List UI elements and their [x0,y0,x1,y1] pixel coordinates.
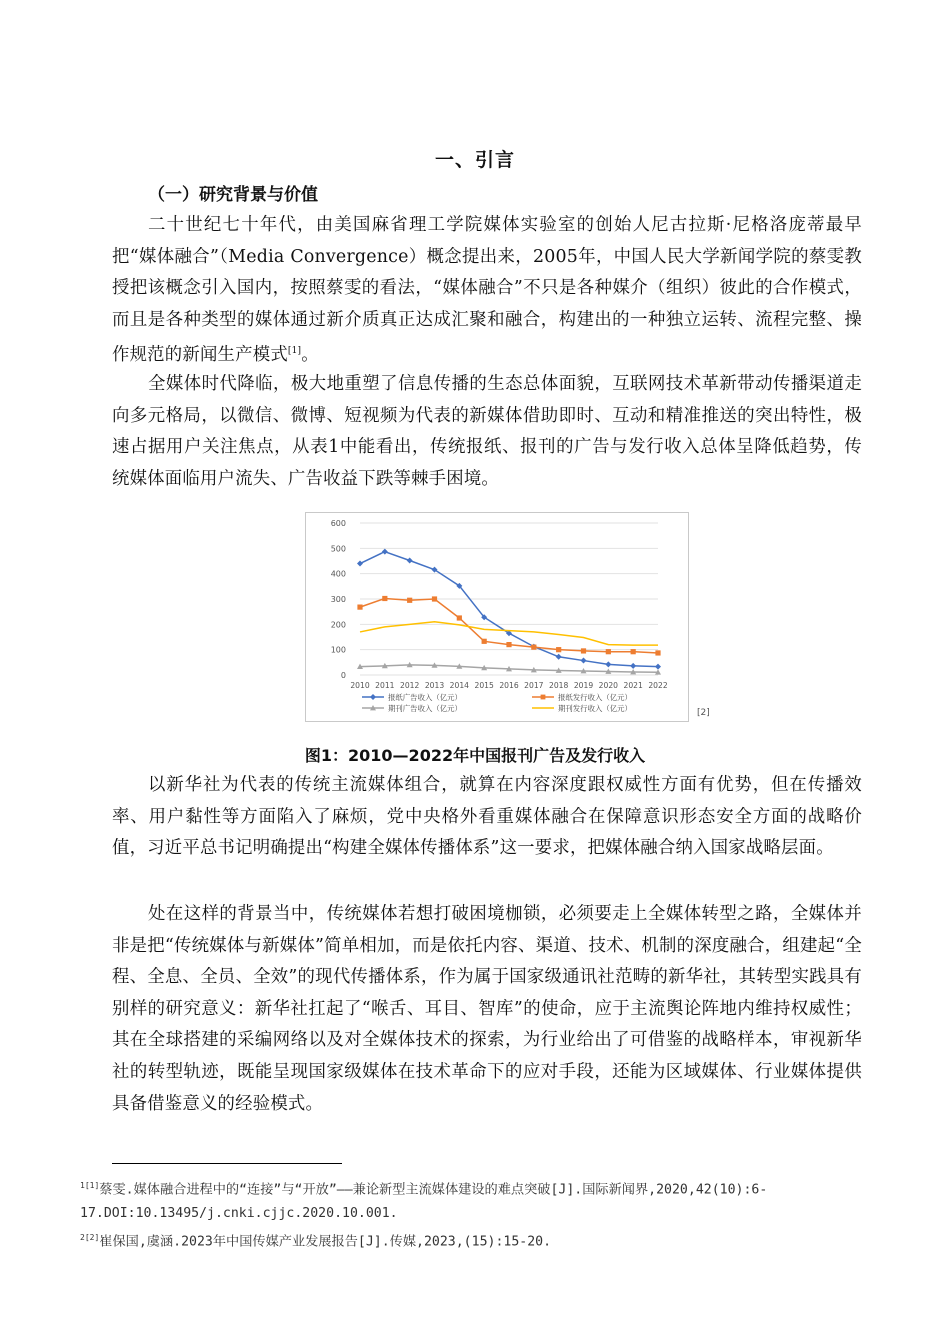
y-tick-label-0: 0 [340,671,346,680]
legend-label-1: 报纸发行收入（亿元） [558,693,632,702]
paragraph-1-end: 。 [301,345,319,366]
x-tick-label-7: 2017 [524,681,544,690]
series-1-point-1 [382,596,387,601]
y-tick-label-6: 600 [330,519,346,528]
footnote-separator [112,1163,342,1164]
section-heading: 一、引言 [434,149,515,171]
legend-label-0: 报纸广告收入（亿元） [388,693,462,702]
series-1-point-12 [655,650,660,655]
series-1-point-3 [432,596,437,601]
series-0-point-2 [407,557,413,563]
series-1-point-4 [457,615,462,620]
x-tick-label-10: 2020 [598,681,618,690]
x-tick-label-2: 2012 [400,681,420,690]
x-tick-label-6: 2016 [499,681,519,690]
figure-citation[interactable]: [2] [697,708,710,718]
x-tick-label-8: 2018 [549,681,569,690]
series-1-point-11 [631,649,636,654]
paragraph-2: 全媒体时代降临，极大地重塑了信息传播的生态总体面貌，互联网技术革新带动传播渠道走向多元格局，以微信、微博、短视频为代表的新媒体借助即时、互动和精准推送的突出特性，极速占据用户关注焦点，从表1中能看出，传统报纸、报刊的广告与发行收入总体呈降低趋势，传统媒体面临用户流失、广告收益下跌等棘手困境。 [112,374,862,489]
figure-caption: 图1：2010—2022年中国报刊广告及发行收入 [304,746,646,765]
x-tick-label-5: 2015 [474,681,494,690]
footnote-1 [80,1174,840,1226]
x-tick-label-12: 2022 [648,681,668,690]
series-0-point-12 [655,664,661,670]
y-tick-label-5: 500 [330,544,346,554]
series-1-point-9 [581,648,586,653]
x-tick-label-9: 2019 [573,681,594,690]
y-tick-label-2: 200 [330,620,346,630]
footnote-1-text: 蔡雯.媒体融合进程中的“连接”与“开放”——兼论新型主流媒体建设的难点突破[J].国际新闻界,2020,42(10):6-17.DOI:10.13495/j.cnki.cjjc.2020.10.001. [80,1182,768,1222]
series-0-point-1 [382,549,388,555]
series-0-point-0 [357,561,363,567]
footnote-2 [80,1226,840,1254]
series-0-point-8 [556,654,562,660]
legend-marker-1 [541,695,546,700]
series-1-point-7 [531,645,536,650]
series-1-point-8 [556,647,561,652]
citation-1[interactable]: [1] [287,346,302,357]
series-1-point-10 [606,649,611,654]
series-1-point-6 [506,642,511,647]
paragraph-1-text: 二十世纪七十年代，由美国麻省理工学院媒体实验室的创始人尼古拉斯·尼格洛庞蒂最早把“媒体融合”（Media Convergence）概念提出来，2005年，中国人民大学新闻学院的蔡雯教授把该概念引入国内，按照蔡雯的看法，“媒体融合”不只是各种媒介（组织）彼此的合作模式，而且是各种类型的媒体通过新介质真正达成汇聚和融合，构建出的一种独立运转、流程完整、操作规范的新闻生产模式 [112,215,862,366]
footnote-2-text: 崔保国,虞涵.2023年中国传媒产业发展报告[J].传媒,2023,(15):15-20. [99,1234,552,1250]
footnote-1-mark: 1 [80,1181,85,1190]
paragraph-1 [112,210,862,372]
x-tick-label-3: 2013 [424,681,445,690]
x-tick-label-1: 2011 [375,681,395,690]
y-tick-label-4: 400 [330,569,346,579]
series-1-point-5 [482,639,487,644]
series-0-point-9 [581,658,587,664]
paragraph-4: 处在这样的背景当中，传统媒体若想打破困境枷锁，必须要走上全媒体转型之路，全媒体并非是把“传统媒体与新媒体”简单相加，而是依托内容、渠道、技术、机制的深度融合，组建起“全程、全息、全员、全效”的现代传播体系，作为属于国家级通讯社范畴的新华社，其转型实践具有别样的研究意义：新华社扛起了“喉舌、耳目、智库”的使命，应于主流舆论阵地内维持权威性；其在全球搭建的采编网络以及对全媒体技术的探索，为行业给出了可借鉴的战略样本，审视新华社的转型轨迹，既能呈现国家级媒体在技术革命下的应对手段，还能为区域媒体、行业媒体提供具备借鉴意义的经验模式。 [112,904,862,1114]
series-0-point-11 [630,663,636,669]
series-0-point-10 [605,661,611,667]
footnote-2-ref: [2] [84,1233,100,1242]
legend-label-3: 期刊发行收入（亿元） [558,704,632,713]
x-tick-label-0: 2010 [350,681,370,690]
footnote-2-mark: 2 [80,1233,85,1242]
footnote-1-ref: [1] [84,1181,100,1190]
y-tick-label-3: 300 [330,595,346,604]
x-tick-label-11: 2021 [623,681,643,690]
chart-figure [305,512,689,722]
paragraph-3: 以新华社为代表的传统主流媒体组合，就算在内容深度跟权威性方面有优势，但在传播效率、用户黏性等方面陷入了麻烦，党中央格外看重媒体融合在保障意识形态安全方面的战略价值，习近平总书记明确提出“构建全媒体传播体系”这一要求，把媒体融合纳入国家战略层面。 [112,775,862,859]
series-1-point-0 [357,605,362,610]
legend-label-2: 期刊广告收入（亿元） [388,704,462,713]
y-tick-label-1: 100 [330,645,346,655]
line-chart [306,513,688,721]
legend-marker-0 [370,694,376,700]
x-tick-label-4: 2014 [449,681,469,690]
subsection-heading: （一）研究背景与价值 [148,185,318,205]
series-1-point-2 [407,598,412,603]
